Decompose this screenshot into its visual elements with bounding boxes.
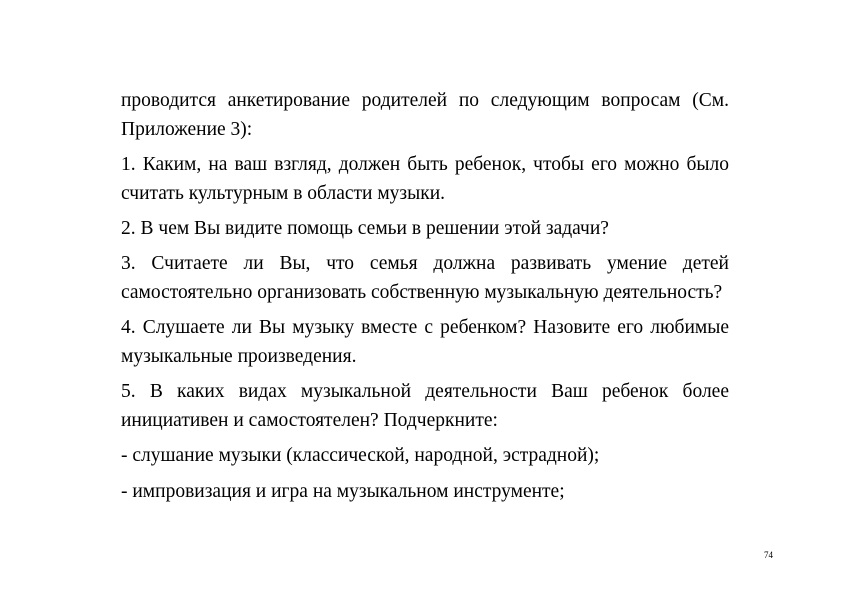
paragraph-question-1: 1. Каким, на ваш взгляд, должен быть ребенок, чтобы его можно было считать культурным в области музыки. xyxy=(121,154,729,204)
paragraph-survey-intro: проводится анкетирование родителей по следующим вопросам (См. Приложение 3): xyxy=(121,90,729,140)
list-item-improvisation: - импровизация и игра на музыкальном инструменте; xyxy=(121,481,565,502)
paragraph-question-5: 5. В каких видах музыкальной деятельности Ваш ребенок более инициативен и самостоятелен? Подчеркните: xyxy=(121,381,729,431)
paragraph-question-3: 3. Считаете ли Вы, что семья должна развивать умение детей самостоятельно организовать собственную музыкальную деятельность? xyxy=(121,253,729,303)
page-number: 74 xyxy=(764,550,773,560)
page-body-text xyxy=(121,86,729,512)
list-item-listening: - слушание музыки (классической, народной, эстрадной); xyxy=(121,445,600,466)
paragraph-question-4: 4. Слушаете ли Вы музыку вместе с ребенком? Назовите его любимые музыкальные произведения. xyxy=(121,317,729,367)
paragraph-question-2: 2. В чем Вы видите помощь семьи в решении этой задачи? xyxy=(121,218,609,239)
